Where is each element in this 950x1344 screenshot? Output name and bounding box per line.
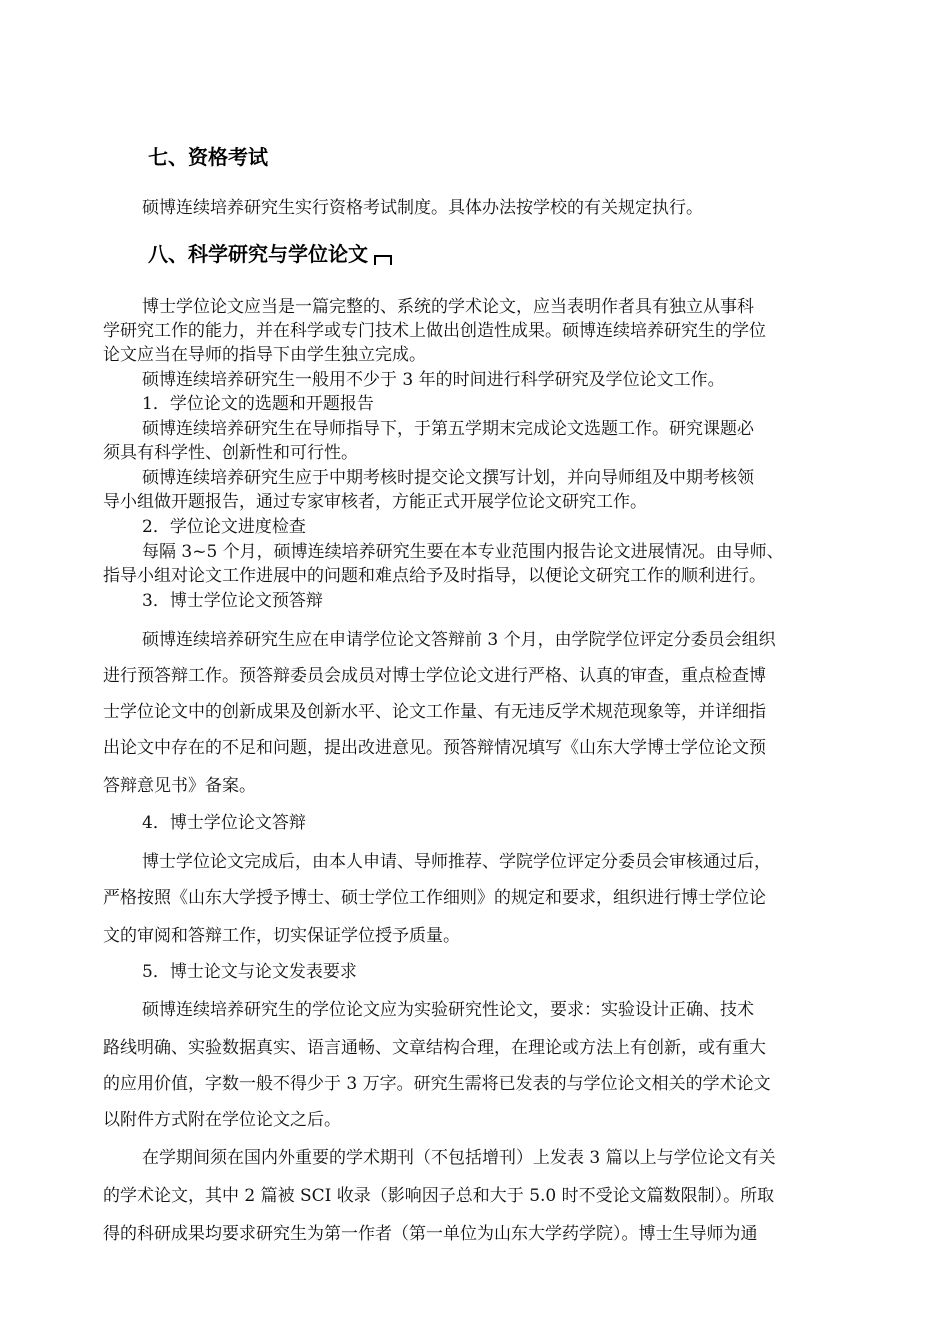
item-5-line-7: 得的科研成果均要求研究生为第一作者（第一单位为山东大学药学院）。博士生导师为通 (103, 1224, 758, 1244)
item-4-line-3: 文的审阅和答辩工作，切实保证学位授予质量。 (103, 926, 460, 946)
intro-line-4: 硕博连续培养研究生一般用不少于 3 年的时间进行科学研究及学位论文工作。 (142, 370, 725, 390)
item-3-line-1: 硕博连续培养研究生应在申请学位论文答辩前 3 个月，由学院学位评定分委员会组织 (142, 630, 776, 650)
item-3-line-5: 答辩意见书》备案。 (103, 776, 256, 796)
item-1-title: 1．学位论文的选题和开题报告 (142, 394, 374, 414)
intro-line-1: 博士学位论文应当是一篇完整的、系统的学术论文，应当表明作者具有独立从事科 (142, 297, 754, 317)
item-5-line-4: 以附件方式附在学位论文之后。 (103, 1110, 341, 1130)
section-7-text: 硕博连续培养研究生实行资格考试制度。具体办法按学校的有关规定执行。 (142, 198, 703, 218)
item-4-line-2: 严格按照《山东大学授予博士、硕士学位工作细则》的规定和要求，组织进行博士学位论 (103, 888, 766, 908)
intro-line-3: 论文应当在导师的指导下由学生独立完成。 (103, 345, 426, 365)
item-1-line-1: 硕博连续培养研究生在导师指导下，于第五学期末完成论文选题工作。研究课题必 (142, 419, 754, 439)
item-1-line-3: 硕博连续培养研究生应于中期考核时提交论文撰写计划，并向导师组及中期考核领 (142, 468, 754, 488)
item-5-line-3: 的应用价值，字数一般不得少于 3 万字。研究生需将已发表的与学位论文相关的学术论文 (103, 1074, 771, 1094)
item-4-title: 4．博士学位论文答辩 (142, 813, 306, 833)
item-5-line-6: 的学术论文，其中 2 篇被 SCI 收录（影响因子总和大于 5.0 时不受论文篇数限制）。所取 (103, 1186, 775, 1206)
edit-mark-icon (374, 255, 392, 265)
item-2-line-2: 指导小组对论文工作进展中的问题和难点给予及时指导，以便论文研究工作的顺利进行。 (103, 566, 766, 586)
item-3-line-4: 出论文中存在的不足和问题，提出改进意见。预答辩情况填写《山东大学博士学位论文预 (103, 738, 766, 758)
item-5-title: 5．博士论文与论文发表要求 (142, 962, 357, 982)
section-8-heading-text: 八、科学研究与学位论文 (148, 242, 368, 266)
item-2-title: 2．学位论文进度检查 (142, 517, 306, 537)
item-1-line-4: 导小组做开题报告，通过专家审核者，方能正式开展学位论文研究工作。 (103, 492, 647, 512)
item-4-line-1: 博士学位论文完成后，由本人申请、导师推荐、学院学位评定分委员会审核通过后， (142, 852, 771, 872)
item-3-line-3: 士学位论文中的创新成果及创新水平、论文工作量、有无违反学术规范现象等，并详细指 (103, 702, 766, 722)
item-3-line-2: 进行预答辩工作。预答辩委员会成员对博士学位论文进行严格、认真的审查，重点检查博 (103, 666, 766, 686)
section-8-heading (148, 238, 392, 267)
item-5-line-1: 硕博连续培养研究生的学位论文应为实验研究性论文，要求：实验设计正确、技术 (142, 1000, 754, 1020)
item-5-line-2: 路线明确、实验数据真实、语言通畅、文章结构合理，在理论或方法上有创新，或有重大 (103, 1038, 766, 1058)
intro-line-2: 学研究工作的能力，并在科学或专门技术上做出创造性成果。硕博连续培养研究生的学位 (103, 321, 766, 341)
section-7-heading: 七、资格考试 (148, 145, 268, 169)
item-1-line-2: 须具有科学性、创新性和可行性。 (103, 443, 358, 463)
item-3-title: 3．博士学位论文预答辩 (142, 591, 323, 611)
item-2-line-1: 每隔 3~5 个月，硕博连续培养研究生要在本专业范围内报告论文进展情况。由导师、 (142, 542, 784, 562)
item-5-line-5: 在学期间须在国内外重要的学术期刊（不包括增刊）上发表 3 篇以上与学位论文有关 (142, 1148, 776, 1168)
